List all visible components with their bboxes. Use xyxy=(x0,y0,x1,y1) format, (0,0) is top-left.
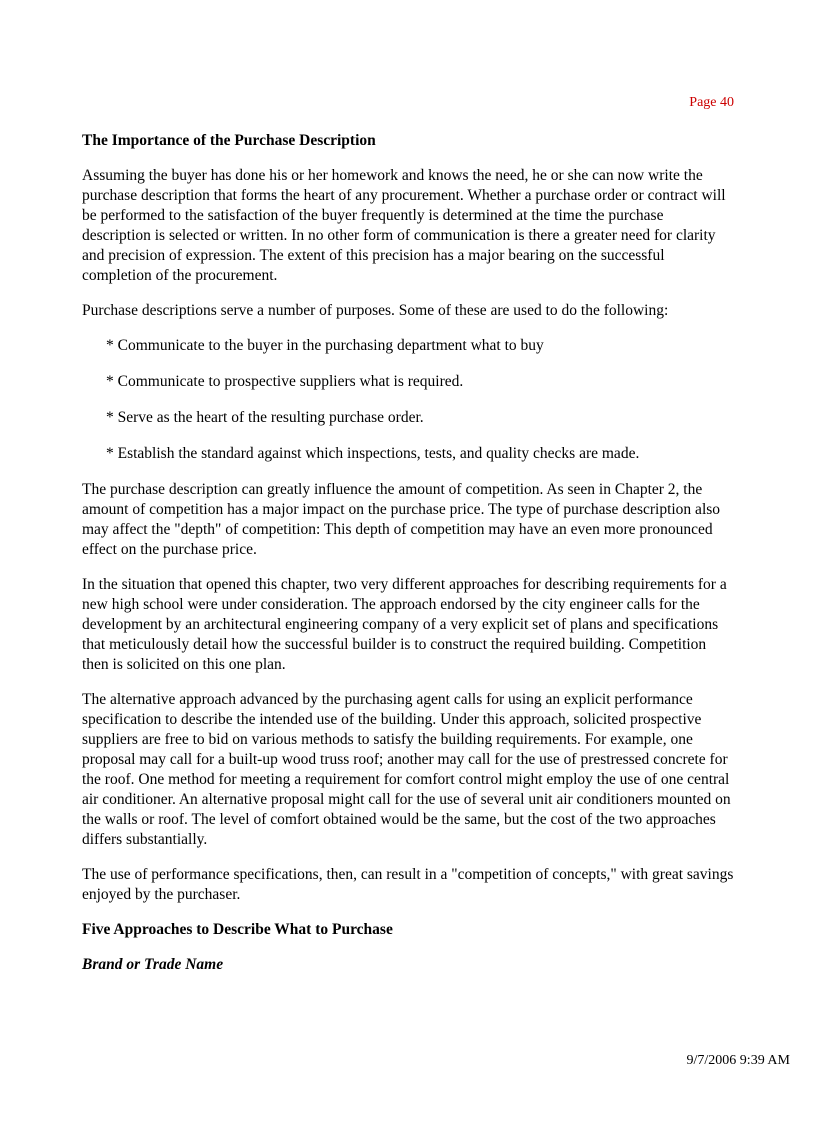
paragraph-3: The purchase description can greatly influence the amount of competition. As seen in Chapter 2, the amount of competition has a major impact on the purchase price. The type of purchase description also may affect the "depth" of competition: This depth of competition may have an even more pronounced effect on the purchase price. xyxy=(82,481,721,558)
purposes-list xyxy=(82,336,736,464)
list-item: * Communicate to prospective suppliers what is required. xyxy=(82,372,736,392)
section-heading-five-approaches: Five Approaches to Describe What to Purchase xyxy=(82,921,393,938)
footer-timestamp: 9/7/2006 9:39 AM xyxy=(686,1053,790,1068)
list-item: * Establish the standard against which inspections, tests, and quality checks are made. xyxy=(82,444,736,464)
paragraph-6: The use of performance specifications, then, can result in a "competition of concepts," with great savings enjoyed by the purchaser. xyxy=(82,866,734,903)
paragraph-5: The alternative approach advanced by the purchasing agent calls for using an explicit performance specification to describe the intended use of the building. Under this approach, solicited prospective suppliers are free to bid on various methods to satisfy the building requirements. For example, one proposal may call for a built-up wood truss roof; another may call for the use of prestressed concrete for the roof. One method for meeting a requirement for comfort control might employ the use of one central air conditioner. An alternative proposal might call for the use of several unit air conditioners mounted on the walls or roof. The level of comfort obtained would be the same, but the cost of the two approaches differs substantially. xyxy=(82,691,731,848)
page-number: Page 40 xyxy=(689,95,734,110)
paragraph-1: Assuming the buyer has done his or her homework and knows the need, he or she can now write the purchase description that forms the heart of any procurement. Whether a purchase order or contract will be performed to the satisfaction of the buyer frequently is determined at the time the purchase description is selected or written. In no other form of communication is there a greater need for clarity and precision of expression. The extent of this precision has a major bearing on the successful completion of the procurement. xyxy=(82,167,726,284)
document-body xyxy=(82,131,736,990)
paragraph-4: In the situation that opened this chapter, two very different approaches for describing requirements for a new high school were under consideration. The approach endorsed by the city engineer calls for the development by an architectural engineering company of a very explicit set of plans and specifications that meticulously detail how the successful builder is to construct the required building. Competition then is solicited on this one plan. xyxy=(82,576,727,673)
list-item: * Serve as the heart of the resulting purchase order. xyxy=(82,408,736,428)
list-item: * Communicate to the buyer in the purchasing department what to buy xyxy=(82,336,736,356)
subsection-heading-brand: Brand or Trade Name xyxy=(82,956,224,973)
section-heading-importance: The Importance of the Purchase Description xyxy=(82,132,376,149)
paragraph-2: Purchase descriptions serve a number of purposes. Some of these are used to do the following: xyxy=(82,302,669,319)
